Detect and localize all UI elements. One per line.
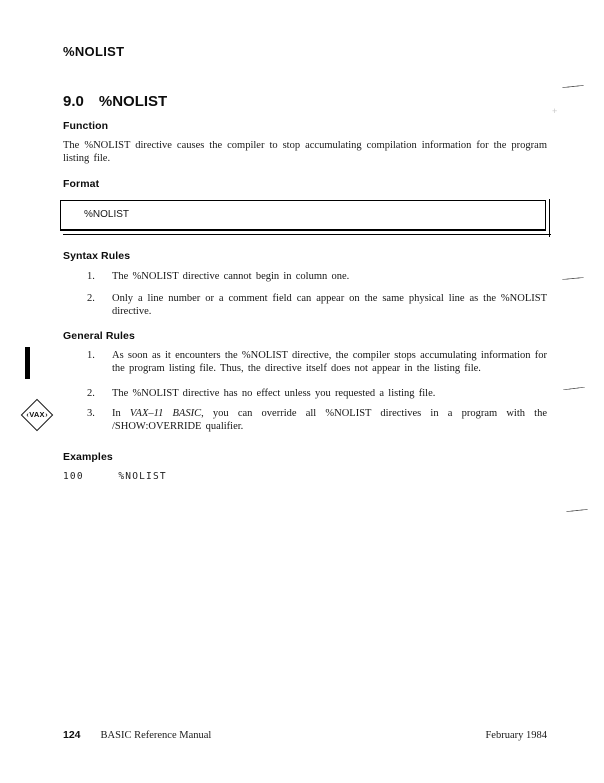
manual-title: BASIC Reference Manual bbox=[100, 730, 212, 741]
format-heading: Format bbox=[63, 178, 100, 190]
general-rule-2 bbox=[63, 387, 547, 400]
content-column bbox=[63, 0, 547, 482]
rule-text bbox=[112, 407, 547, 433]
vax-chevron-left: ‹ bbox=[26, 411, 29, 419]
format-box bbox=[60, 200, 546, 231]
function-heading: Function bbox=[63, 120, 109, 132]
section-title bbox=[63, 94, 547, 110]
rule-text-rest: , you can override all %NOLIST directives in a program with the /SHOW:OVERRIDE qualifier. bbox=[112, 408, 547, 432]
vax-badge-label: VAX bbox=[29, 410, 45, 419]
format-box-text: %NOLIST bbox=[84, 209, 130, 220]
page-number: 124 bbox=[63, 729, 81, 741]
syntax-rule-1 bbox=[63, 270, 547, 283]
general-rules-heading: General Rules bbox=[63, 330, 135, 342]
examples-heading: Examples bbox=[63, 451, 113, 463]
scan-artifact-plus: + bbox=[552, 106, 558, 116]
general-rule-3 bbox=[63, 407, 547, 433]
rule-text: Only a line number or a comment field can appear on the same physical line as the %NOLIST directive. bbox=[112, 293, 547, 317]
page-footer bbox=[63, 729, 547, 741]
rule-text-italic: VAX–11 BASIC bbox=[129, 408, 202, 419]
rule-number: 1. bbox=[87, 350, 95, 361]
section-number: 9.0 bbox=[63, 93, 84, 110]
rule-number: 3. bbox=[87, 408, 95, 419]
rule-text: As soon as it encounters the %NOLIST directive, the compiler stops accumulating information for the program listing file. Thus, the directive itself does not appear in the listing file. bbox=[112, 350, 547, 374]
rule-number: 2. bbox=[87, 388, 95, 399]
rule-text: The %NOLIST directive has no effect unless you requested a listing file. bbox=[112, 388, 436, 399]
syntax-rule-2 bbox=[63, 292, 547, 318]
general-rule-1 bbox=[63, 349, 547, 375]
function-body: The %NOLIST directive causes the compiler to stop accumulating compilation information for the program listing file. bbox=[63, 140, 547, 164]
scan-artifact-dash bbox=[566, 509, 588, 512]
change-bar bbox=[25, 347, 30, 379]
scan-artifact-dash bbox=[562, 277, 584, 280]
section-name: %NOLIST bbox=[98, 93, 168, 110]
vax-chevron-right: › bbox=[45, 411, 48, 419]
rule-text: The %NOLIST directive cannot begin in column one. bbox=[112, 271, 350, 282]
vax-badge bbox=[21, 399, 53, 431]
footer-date: February 1984 bbox=[485, 730, 547, 741]
syntax-rules-heading: Syntax Rules bbox=[63, 250, 131, 262]
rule-text-prefix: In bbox=[112, 408, 130, 419]
example-code: 100 %NOLIST bbox=[63, 471, 167, 482]
rule-number: 1. bbox=[87, 271, 95, 282]
scan-artifact-dash bbox=[562, 85, 584, 88]
scan-artifact-dash bbox=[563, 387, 585, 391]
running-head: %NOLIST bbox=[63, 44, 125, 59]
rule-number: 2. bbox=[87, 293, 95, 304]
